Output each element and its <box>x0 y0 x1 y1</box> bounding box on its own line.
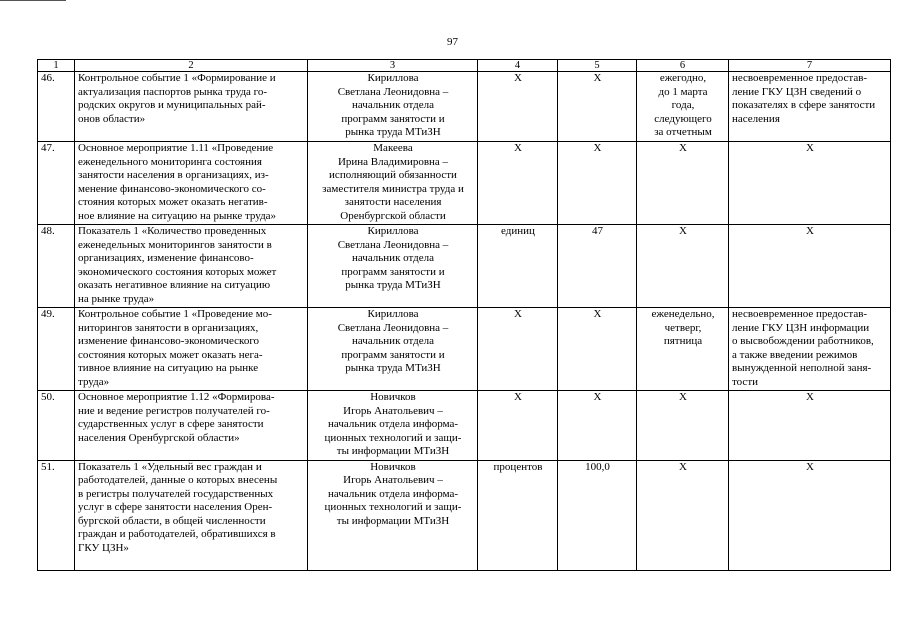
row-number-text: 47. <box>41 142 55 154</box>
responsible-cell <box>308 308 478 391</box>
unit: Х <box>514 142 522 154</box>
header-cell: 6 <box>637 60 729 72</box>
header-cell: 1 <box>38 60 75 72</box>
unit: Х <box>514 308 522 320</box>
event-name-cell <box>75 225 308 308</box>
unit-cell <box>478 460 558 570</box>
responsible: Кириллова Светлана Леонидовна – начальник отдела программ занятости и рынка труда МТиЗН <box>337 72 449 138</box>
row-number <box>38 72 75 142</box>
table-row <box>38 142 891 225</box>
deadline-cell <box>637 72 729 142</box>
page-number: 97 <box>447 36 458 48</box>
risk: Х <box>806 225 814 237</box>
value-cell <box>558 308 637 391</box>
event-name: Контрольное событие 1 «Проведение мо- ниторингов занятости в организациях, изменение финансово-экономического состояния которых может оказать нега- тивное влияние на ситуацию на рынке труда» <box>78 308 272 388</box>
value: 100,0 <box>585 460 610 473</box>
deadline: ежегодно, до 1 марта года, следующего за отчетным <box>654 72 712 138</box>
unit-cell <box>478 391 558 461</box>
responsible: Кириллова Светлана Леонидовна – начальник отдела программ занятости и рынка труда МТиЗН <box>337 308 449 374</box>
unit: единиц <box>501 225 535 237</box>
deadline: еженедельно, четверг, пятница <box>651 308 715 347</box>
risk: Х <box>806 142 814 154</box>
deadline: Х <box>679 460 687 473</box>
value: Х <box>593 391 602 403</box>
risk: Х <box>806 391 814 403</box>
value-cell <box>558 460 637 570</box>
event-name: Показатель 1 «Удельный вес граждан и работодателей, данные о которых внесены в регистры получателей государственных услуг в сфере занятости населения Орен- бургской области, в общей численности граждан и работодателей, обратившихся в ГКУ ЦЗН» <box>78 460 278 554</box>
row-number <box>38 225 75 308</box>
unit-cell <box>478 225 558 308</box>
table-row <box>38 225 891 308</box>
table-row <box>38 391 891 461</box>
deadline-cell <box>637 308 729 391</box>
plan-table <box>37 59 891 571</box>
value-cell <box>558 225 637 308</box>
risk-cell <box>729 72 891 142</box>
row-number <box>38 308 75 391</box>
deadline: Х <box>679 225 687 237</box>
value-cell <box>558 142 637 225</box>
value-cell <box>558 391 637 461</box>
responsible: Кириллова Светлана Леонидовна – начальник отдела программ занятости и рынка труда МТиЗН <box>337 225 449 291</box>
row-number-text: 48. <box>41 225 55 237</box>
risk-cell <box>729 308 891 391</box>
event-name: Контрольное событие 1 «Формирование и актуализация паспортов рынка труда го- родских округов и муниципальных рай- онов области» <box>78 72 276 125</box>
responsible-cell <box>308 460 478 570</box>
responsible-cell <box>308 142 478 225</box>
event-name-cell <box>75 391 308 461</box>
table-row <box>38 308 891 391</box>
header-cell: 3 <box>308 60 478 72</box>
value: Х <box>593 72 602 84</box>
risk: Х <box>806 460 814 473</box>
event-name-cell <box>75 308 308 391</box>
row-number-text: 50. <box>41 391 55 403</box>
responsible-cell <box>308 72 478 142</box>
risk-cell <box>729 225 891 308</box>
risk: несвоевременное предостав- ление ГКУ ЦЗН сведений о показателях в сфере занятости населения <box>732 72 876 125</box>
row-number <box>38 142 75 225</box>
unit-cell <box>478 72 558 142</box>
header-cell: 5 <box>558 60 637 72</box>
row-number <box>38 391 75 461</box>
table-row <box>38 460 891 570</box>
deadline-cell <box>637 142 729 225</box>
header-cell: 7 <box>729 60 891 72</box>
deadline-cell <box>637 225 729 308</box>
row-number-text: 49. <box>41 308 55 320</box>
deadline-cell <box>637 460 729 570</box>
risk: несвоевременное предостав- ление ГКУ ЦЗН информации о высвобождении работников, а также введении режимов вынужденной неполной заня- тости <box>732 308 874 388</box>
value-cell <box>558 72 637 142</box>
row-number-text: 46. <box>41 72 55 84</box>
unit-cell <box>478 142 558 225</box>
event-name-cell <box>75 142 308 225</box>
risk-cell <box>729 391 891 461</box>
value: Х <box>593 308 602 320</box>
event-name: Основное мероприятие 1.11 «Проведение еженедельного мониторинга состояния занятости населения в организациях, из- менение финансово-экономического со- стояния которых может оказать негатив- ное влияние на ситуацию на рынке труда» <box>78 142 277 222</box>
responsible-cell <box>308 225 478 308</box>
responsible-cell <box>308 391 478 461</box>
event-name-cell <box>75 460 308 570</box>
deadline: Х <box>679 142 687 154</box>
row-number-text: 51. <box>41 460 55 473</box>
header-cell: 2 <box>75 60 308 72</box>
risk-cell <box>729 142 891 225</box>
corner-rule <box>0 0 66 1</box>
header-row <box>38 60 891 72</box>
responsible: Макеева Ирина Владимировна – исполняющий обязанности заместителя министра труда и занятости населения Оренбургской области <box>322 142 464 222</box>
unit-cell <box>478 308 558 391</box>
unit: Х <box>514 391 522 403</box>
header-cell: 4 <box>478 60 558 72</box>
risk-cell <box>729 460 891 570</box>
event-name-cell <box>75 72 308 142</box>
event-name: Показатель 1 «Количество проведенных еженедельных мониторингов занятости в организациях, изменение финансово- экономического состояния которых может оказать негативное влияние на ситуацию на рынке труда» <box>78 225 277 305</box>
value: 47 <box>592 225 603 237</box>
responsible: Новичков Игорь Анатольевич – начальник отдела информа- ционных технологий и защи- ты информации МТиЗН <box>324 391 462 457</box>
unit: Х <box>514 72 522 84</box>
row-number <box>38 460 75 570</box>
table-row <box>38 72 891 142</box>
responsible: Новичков Игорь Анатольевич – начальник отдела информа- ционных технологий и защи- ты информации МТиЗН <box>324 460 462 527</box>
value: Х <box>593 142 602 154</box>
deadline: Х <box>679 391 687 403</box>
event-name: Основное мероприятие 1.12 «Формирова- ние и ведение регистров получателей го- сударственных услуг в сфере занятости населения Оренбургской области» <box>78 391 275 444</box>
unit: процентов <box>493 460 543 473</box>
deadline-cell <box>637 391 729 461</box>
